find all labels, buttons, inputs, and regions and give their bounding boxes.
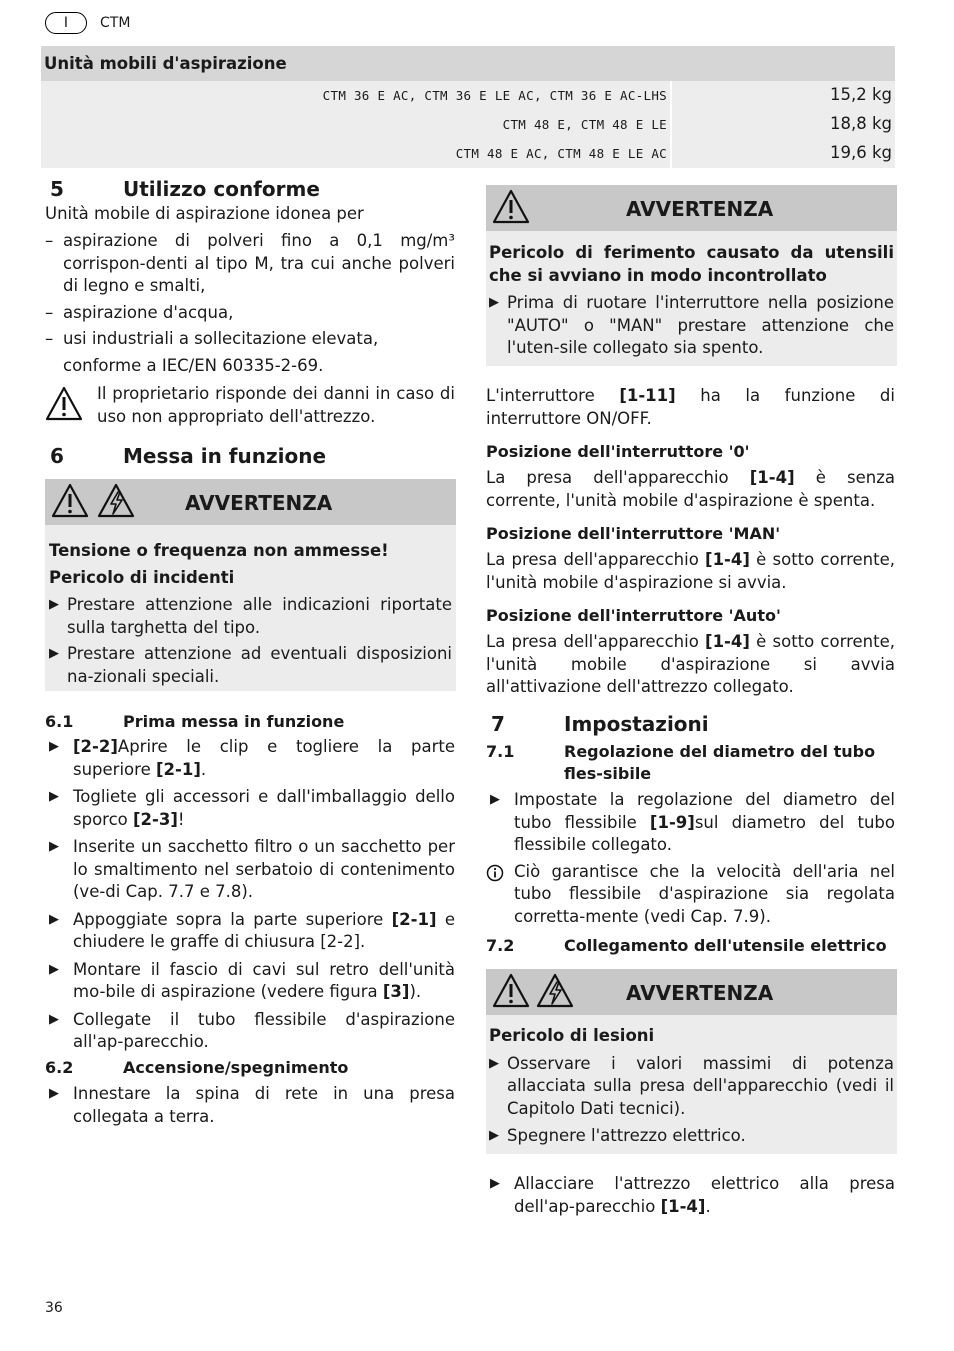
list-item: ▶ Appoggiate sopra la parte superiore [2-1] e chiudere le graffe di chiusura [2-2]. xyxy=(49,909,455,951)
list-item: ▶ Collegate il tubo flessibile d'aspirazione all'ap-parecchio. xyxy=(49,1009,455,1051)
warning-title: AVVERTENZA xyxy=(626,981,774,1005)
list-item: – aspirazione di polveri fino a 0,1 mg/m³ corrispon-denti al tipo M, tra cui anche polveri di legno e smalti, xyxy=(45,231,455,295)
connect-tool-steps xyxy=(486,1173,895,1218)
warning-bullet: ▶ Prestare attenzione ad eventuali disposizioni na-zionali speciali. xyxy=(49,644,452,686)
warning-header xyxy=(486,969,897,1015)
warning-bullet: ▶ Spegnere l'attrezzo elettrico. xyxy=(489,1125,894,1148)
arrow-bullet-icon: ▶ xyxy=(49,739,59,754)
list-item: – usi industriali a sollecitazione elevata, xyxy=(45,329,379,348)
arrow-bullet-icon: ▶ xyxy=(49,789,59,804)
section-6-1-heading xyxy=(45,711,455,733)
warning-body xyxy=(45,525,456,688)
section-title: Impostazioni xyxy=(564,712,709,736)
warning-line: Pericolo di incidenti xyxy=(49,568,235,587)
owner-liability-note: Il proprietario risponde dei danni in caso di uso non appropriato dell'attrezzo. xyxy=(97,384,455,426)
warning-box-uncontrolled-start xyxy=(486,185,897,366)
warning-triangle-icon xyxy=(51,483,89,526)
arrow-bullet-icon: ▶ xyxy=(49,839,59,854)
warning-header xyxy=(45,479,456,525)
electric-hazard-icon xyxy=(97,483,135,526)
table-model-cell: CTM 36 E AC, CTM 36 E LE AC, CTM 36 E AC-LHS xyxy=(322,88,667,103)
section-title: Utilizzo conforme xyxy=(123,177,320,201)
section-5-heading xyxy=(50,176,460,202)
list-item: – aspirazione d'acqua, xyxy=(45,302,234,322)
section-6-heading xyxy=(50,443,460,469)
arrow-bullet-icon: ▶ xyxy=(490,1176,500,1191)
warning-bullet: ▶ Prima di ruotare l'interruttore nella posizione "AUTO" o "MAN" prestare attenzione che l'uten-sile collegato sia spento. xyxy=(489,293,894,357)
arrow-bullet-icon: ▶ xyxy=(49,961,59,977)
warning-header xyxy=(486,185,897,231)
arrow-bullet-icon: ▶ xyxy=(489,295,499,310)
section-title: Prima messa in funzione xyxy=(123,712,345,731)
warning-bullet: ▶ Osservare i valori massimi di potenza allacciata sulla presa dell'apparecchio (vedi il Capitolo Dati tecnici). xyxy=(489,1053,894,1118)
list-item: ▶ Allacciare l'attrezzo elettrico alla presa dell'ap-parecchio [1-4]. xyxy=(490,1174,895,1216)
electric-hazard-icon xyxy=(536,973,574,1016)
arrow-bullet-icon: ▶ xyxy=(49,597,59,612)
warning-line: Pericolo di lesioni xyxy=(489,1026,655,1045)
section-7-1-heading xyxy=(486,741,895,783)
section-title: Regolazione del diametro del tubo fles-sibile xyxy=(564,742,876,783)
section-7-heading xyxy=(491,711,901,737)
section-title: Collegamento dell'utensile elettrico xyxy=(564,936,887,955)
section-5-intro: Unità mobile di aspirazione idonea per xyxy=(45,204,364,223)
page-number: 36 xyxy=(45,1300,63,1316)
arrow-bullet-icon: ▶ xyxy=(489,1055,499,1071)
table-title: Unità mobili d'aspirazione xyxy=(41,46,895,81)
arrow-bullet-icon: ▶ xyxy=(49,911,59,927)
section-title: Messa in funzione xyxy=(123,444,327,468)
header-title: CTM xyxy=(100,15,131,31)
table-row xyxy=(41,110,895,139)
section-number: 7 xyxy=(491,712,505,736)
arrow-bullet-icon: ▶ xyxy=(49,1086,59,1101)
section-number: 6.2 xyxy=(45,1058,74,1077)
table-weight-cell: 15,2 kg xyxy=(829,85,892,104)
warning-triangle-icon xyxy=(492,189,530,232)
switch-pos-0-title: Posizione dell'interruttore '0' xyxy=(486,442,750,461)
section-number: 6 xyxy=(50,444,64,468)
warning-bullet: ▶ Prestare attenzione alle indicazioni riportate sulla targhetta del tipo. xyxy=(49,595,452,637)
arrow-bullet-icon: ▶ xyxy=(490,792,500,807)
section-title: Accensione/spegnimento xyxy=(123,1058,349,1077)
table-weight-cell: 19,6 kg xyxy=(829,143,892,162)
warning-box-voltage xyxy=(45,479,456,691)
list-item: ▶ Montare il fascio di cavi sul retro dell'unità mo-bile di aspirazione (vedere figura [3]). xyxy=(49,959,455,1001)
section-number: 7.2 xyxy=(486,936,515,955)
list-item: ▶ Togliete gli accessori e dall'imballaggio dello sporco [2-3]! xyxy=(49,787,455,829)
warning-line: Pericolo di ferimento causato da utensili che si avviano in modo incontrollato xyxy=(489,243,894,285)
language-badge: I xyxy=(45,12,87,34)
first-use-steps xyxy=(45,736,455,1054)
table-model-cell: CTM 48 E, CTM 48 E LE xyxy=(502,117,667,132)
section-7-2-heading xyxy=(486,935,895,957)
warning-body xyxy=(486,1015,897,1148)
table-row xyxy=(41,81,895,110)
list-item: ▶ Innestare la spina di rete in una presa collegata a terra. xyxy=(49,1084,455,1126)
arrow-bullet-icon: ▶ xyxy=(49,1011,59,1027)
warning-body xyxy=(486,231,897,360)
section-number: 6.1 xyxy=(45,712,74,731)
warning-box-power-tool xyxy=(486,969,897,1154)
warning-line: Tensione o frequenza non ammesse! xyxy=(49,541,389,560)
list-item: ▶ Inserite un sacchetto filtro o un sacchetto per lo smaltimento nel serbatoio di contenimento (ve-di Cap. 7.7 e 7.8). xyxy=(49,837,455,901)
switch-pos-auto-title: Posizione dell'interruttore 'Auto' xyxy=(486,606,781,625)
list-item: ▶ [2-2]Aprire le clip e togliere la parte superiore [2-1]. xyxy=(49,737,455,779)
info-icon xyxy=(486,864,504,891)
table-weight-cell: 18,8 kg xyxy=(829,114,892,133)
arrow-bullet-icon: ▶ xyxy=(489,1128,499,1143)
switch-pos-man-text: La presa dell'apparecchio [1-4] è sotto corrente, l'unità mobile d'aspirazione si avvia. xyxy=(486,550,895,592)
switch-intro: L'interruttore [1-11] ha la funzione di interruttore ON/OFF. xyxy=(486,386,895,428)
table-model-cell: CTM 48 E AC, CTM 48 E LE AC xyxy=(455,146,667,161)
section-6-2-heading xyxy=(45,1057,455,1079)
arrow-bullet-icon: ▶ xyxy=(49,646,59,661)
warning-triangle-icon xyxy=(45,386,85,429)
warning-title: AVVERTENZA xyxy=(185,491,333,515)
section-number: 7.1 xyxy=(486,742,515,761)
list-item: ▶ Impostate la regolazione del diametro del tubo flessibile [1-9]sul diametro del tubo flessibile collegato. xyxy=(490,790,895,854)
table-row xyxy=(41,139,895,168)
switch-pos-man-title: Posizione dell'interruttore 'MAN' xyxy=(486,524,781,543)
switch-pos-0-text: La presa dell'apparecchio [1-4] è senza corrente, l'unità mobile d'aspirazione è spenta. xyxy=(486,468,895,510)
section-number: 5 xyxy=(50,177,64,201)
section-5-list xyxy=(45,230,455,377)
switch-pos-auto-text: La presa dell'apparecchio [1-4] è sotto corrente, l'unità mobile d'aspirazione si avvia all'attivazione dell'attrezzo collegato. xyxy=(486,632,895,696)
warning-triangle-icon xyxy=(492,973,530,1016)
hose-diameter-steps xyxy=(486,789,895,928)
info-note: Ciò garantisce che la velocità dell'aria nel tubo flessibile d'aspirazione sia regolata corretta-mente (vedi Cap. 7.9). xyxy=(486,861,895,929)
weights-table xyxy=(41,46,895,168)
warning-title: AVVERTENZA xyxy=(626,197,774,221)
power-on-steps xyxy=(45,1083,455,1128)
conformity-text: conforme a IEC/EN 60335-2-69. xyxy=(63,355,324,375)
